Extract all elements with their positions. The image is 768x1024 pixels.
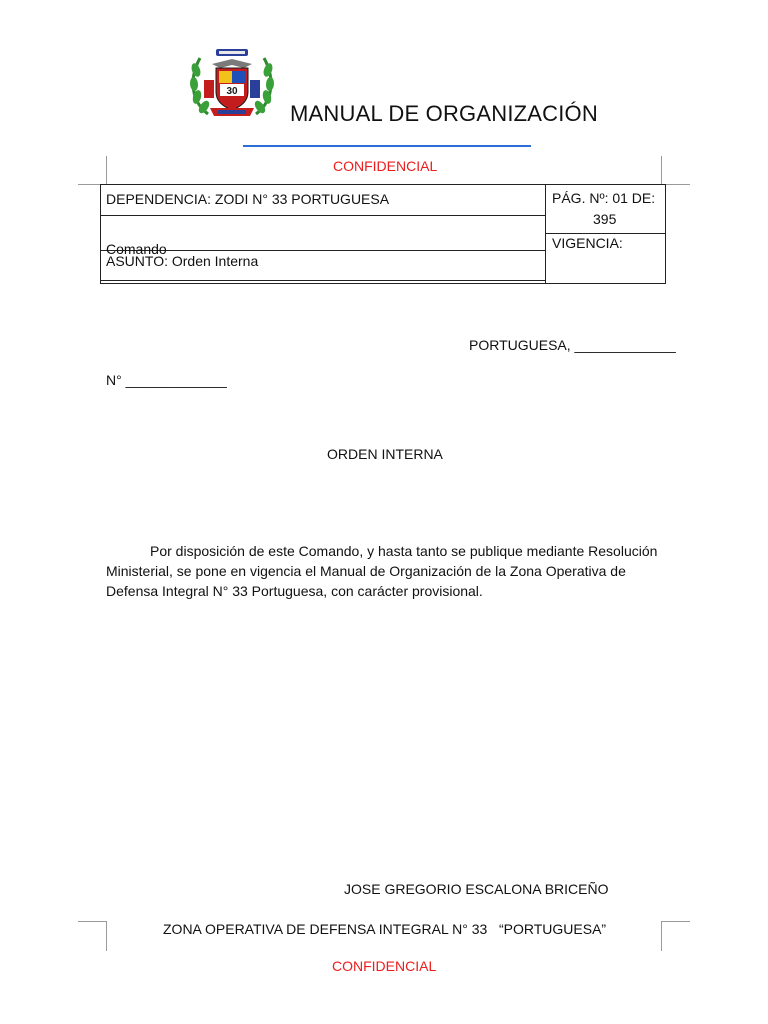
footer-zone-name: ZONA OPERATIVA DE DEFENSA INTEGRAL N° 33 “PORTUGUESA”: [163, 921, 607, 937]
crop-mark-top-right-h: [662, 184, 690, 185]
crop-mark-top-right-v: [661, 156, 662, 184]
table-border-bottom: [100, 283, 666, 284]
crop-mark-top-left-v: [106, 156, 107, 184]
military-emblem-icon: [186, 44, 278, 122]
table-column-divider: [545, 184, 546, 284]
dependencia-cell: DEPENDENCIA: ZODI N° 33 PORTUGUESA: [106, 191, 390, 207]
inner-box-top: [100, 215, 545, 216]
place-date-line: PORTUGUESA, _____________: [469, 337, 676, 353]
crop-mark-bottom-left-v: [106, 921, 107, 951]
comando-cell: Comando: [106, 241, 167, 257]
order-heading: ORDEN INTERNA: [327, 446, 443, 462]
crop-mark-bottom-right-h: [662, 921, 690, 922]
asunto-cell: ASUNTO: Orden Interna: [106, 253, 259, 269]
vigencia-cell: VIGENCIA:: [552, 235, 623, 251]
table-divider-right-row: [545, 233, 666, 234]
svg-text:30: 30: [226, 86, 238, 97]
info-table: [100, 184, 666, 284]
document-number-line: N° _____________: [106, 372, 227, 388]
signer-name: JOSE GREGORIO ESCALONA BRICEÑO: [344, 881, 609, 897]
pagina-cell-line2: 395: [593, 211, 617, 227]
inner-box-bottom: [100, 280, 545, 281]
order-paragraph: [106, 541, 666, 601]
crop-mark-bottom-left-h: [78, 921, 106, 922]
table-border-right: [665, 184, 666, 284]
classification-top: CONFIDENCIAL: [333, 158, 438, 174]
document-title: MANUAL DE ORGANIZACIÓN: [290, 101, 598, 126]
table-border-top: [100, 184, 666, 185]
classification-bottom: CONFIDENCIAL: [332, 958, 437, 974]
order-paragraph-text: Por disposición de este Comando, y hasta tanto se publique mediante Resolución Ministerial, se pone en vigencia el Manual de Organización de la Zona Operativa de Defensa Integral N° 33 Portuguesa, con carácter provisional.: [106, 543, 658, 599]
title-underline: [243, 145, 531, 147]
table-border-left: [100, 184, 101, 284]
pagina-cell-line1: PÁG. Nº: 01 DE:: [552, 190, 656, 206]
crop-mark-bottom-right-v: [661, 921, 662, 951]
